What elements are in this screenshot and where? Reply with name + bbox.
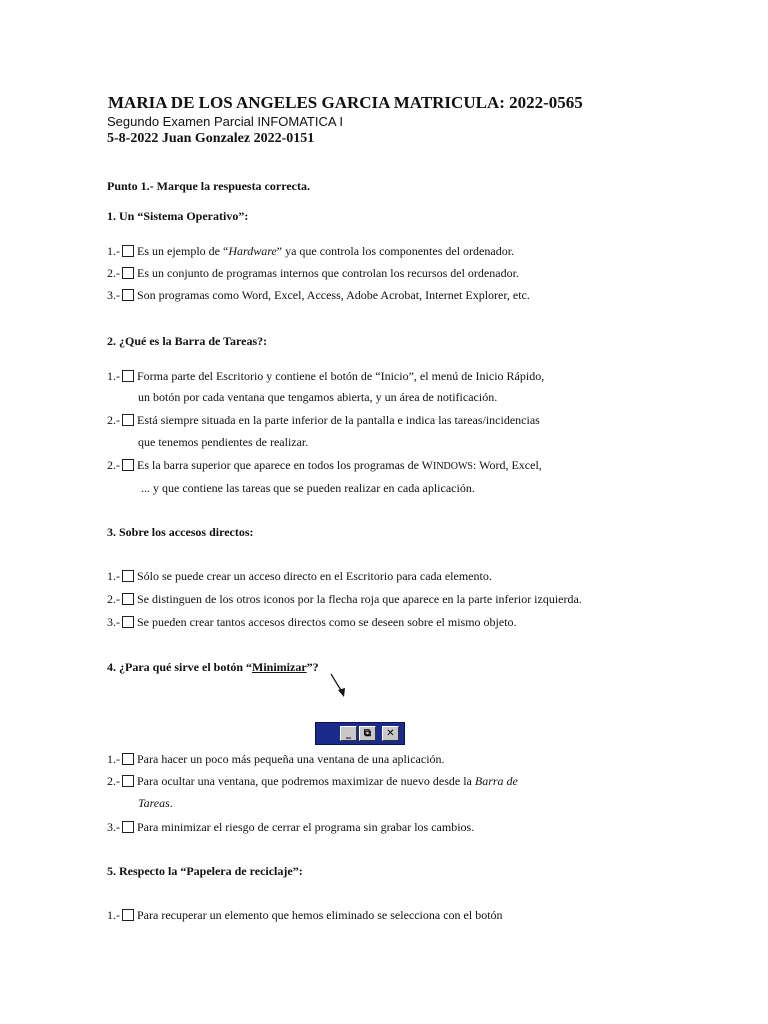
q2-option-3: 2.- Es la barra superior que aparece en todos los programas de WINDOWS: Word, Excel, (107, 458, 542, 472)
checkbox[interactable] (122, 267, 134, 279)
checkbox[interactable] (122, 570, 134, 582)
q2-title: 2. ¿Qué es la Barra de Tareas?: (107, 334, 268, 348)
close-button[interactable]: ✕ (382, 726, 399, 741)
q2-option-1-cont: un botón por cada ventana que tengamos abierta, y un área de notificación. (138, 390, 498, 404)
q1-option-2: 2.- Es un conjunto de programas internos que controlan los recursos del ordenador. (107, 266, 519, 280)
q4-option-3: 3.- Para minimizar el riesgo de cerrar el programa sin grabar los cambios. (107, 820, 475, 834)
option-number: 1.- (107, 244, 120, 258)
student-name-line: MARIA DE LOS ANGELES GARCIA MATRICULA: 2022-0565 (108, 93, 583, 112)
checkbox[interactable] (122, 616, 134, 628)
date-name-line: 5-8-2022 Juan Gonzalez 2022-0151 (107, 131, 315, 146)
checkbox[interactable] (122, 289, 134, 301)
minimize-button[interactable]: _ (340, 726, 357, 741)
q3-title: 3. Sobre los accesos directos: (107, 525, 254, 539)
checkbox[interactable] (122, 245, 134, 257)
q1-option-3: 3.- Son programas como Word, Excel, Access, Adobe Acrobat, Internet Explorer, etc. (107, 288, 530, 302)
restore-button[interactable]: ⧉ (359, 726, 376, 741)
q4-option-2: 2.- Para ocultar una ventana, que podremos maximizar de nuevo desde la Barra de (107, 774, 518, 788)
checkbox[interactable] (122, 775, 134, 787)
q1-option-1: 1.- Es un ejemplo de “Hardware” ya que controla los componentes del ordenador. (107, 244, 515, 258)
q1-title: 1. Un “Sistema Operativo”: (107, 209, 249, 223)
q4-option-2-cont: Tareas. (138, 796, 173, 810)
q3-option-1: 1.- Sólo se puede crear un acceso directo en el Escritorio para cada elemento. (107, 569, 492, 583)
checkbox[interactable] (122, 414, 134, 426)
q2-option-3-cont: ... y que contiene las tareas que se pueden realizar en cada aplicación. (141, 481, 475, 495)
window-controls-bar (315, 722, 405, 745)
checkbox[interactable] (122, 593, 134, 605)
q2-option-1: 1.- Forma parte del Escritorio y contiene el botón de “Inicio”, el menú de Inicio Rápido, (107, 369, 545, 383)
q3-option-3: 3.- Se pueden crear tantos accesos directos como se deseen sobre el mismo objeto. (107, 615, 517, 629)
checkbox[interactable] (122, 909, 134, 921)
checkbox[interactable] (122, 753, 134, 765)
q2-option-2-cont: que tenemos pendientes de realizar. (138, 435, 309, 449)
q5-option-1: 1.- Para recuperar un elemento que hemos eliminado se selecciona con el botón (107, 908, 503, 922)
checkbox[interactable] (122, 370, 134, 382)
checkbox[interactable] (122, 821, 134, 833)
q4-title: 4. ¿Para qué sirve el botón “Minimizar”? (107, 660, 319, 674)
q5-title: 5. Respecto la “Papelera de reciclaje”: (107, 864, 303, 878)
q3-option-2: 2.- Se distinguen de los otros iconos por la flecha roja que aparece en la parte inferior izquierda. (107, 592, 582, 606)
arrow-down-right-icon (328, 672, 348, 700)
q2-option-2: 2.- Está siempre situada en la parte inferior de la pantalla e indica las tareas/incidencias (107, 413, 540, 427)
punto1-heading: Punto 1.- Marque la respuesta correcta. (107, 179, 310, 193)
q4-option-1: 1.- Para hacer un poco más pequeña una ventana de una aplicación. (107, 752, 445, 766)
exam-title-line: Segundo Examen Parcial INFOMATICA I (107, 114, 344, 129)
checkbox[interactable] (122, 459, 134, 471)
